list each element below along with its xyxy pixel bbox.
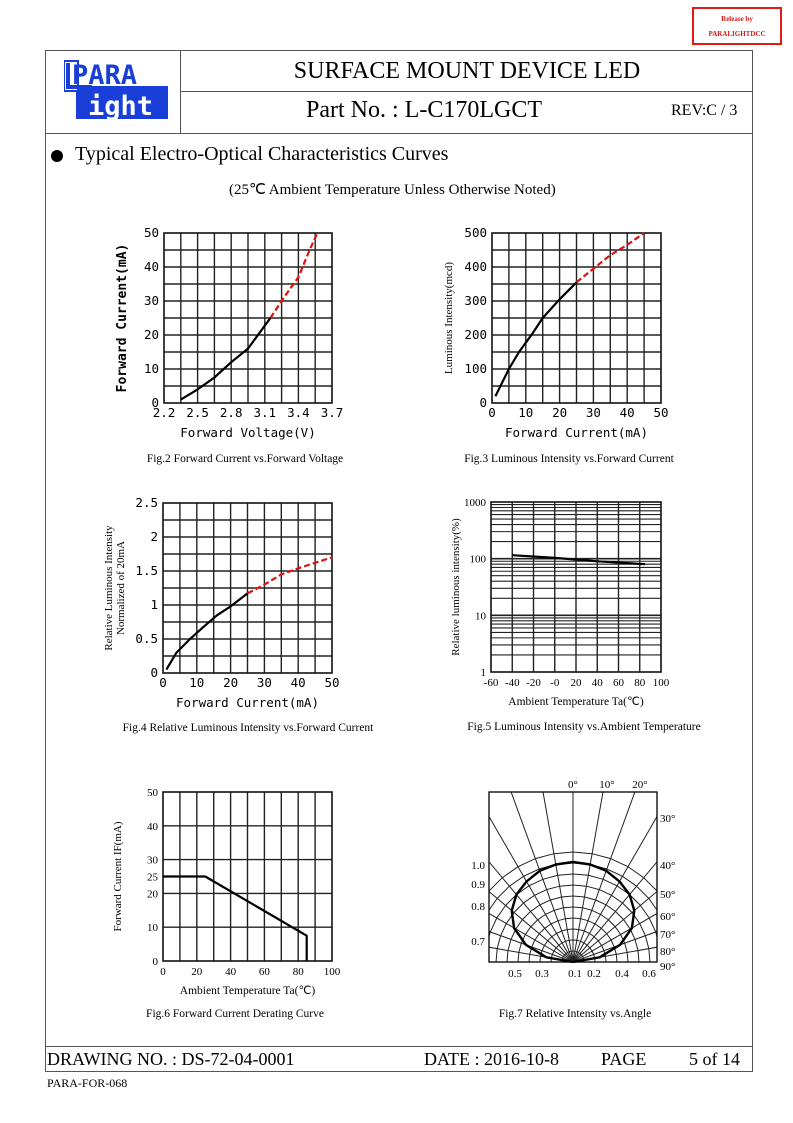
y-axis-label-secondary: Normalized of 20mA bbox=[115, 540, 127, 636]
x-axis-label: Forward Voltage(V) bbox=[180, 425, 316, 440]
x-tick-label: 40 bbox=[619, 405, 635, 420]
series-line-typical bbox=[512, 555, 645, 564]
y-tick-label: 0 bbox=[152, 956, 158, 968]
x-tick-label: -0 bbox=[550, 677, 560, 689]
y-tick-label: 400 bbox=[464, 259, 487, 274]
x-tick-label: 20 bbox=[223, 675, 239, 690]
chart-fig2 bbox=[110, 222, 380, 472]
chart-fig3 bbox=[435, 222, 705, 472]
angle-label: 50° bbox=[660, 889, 676, 901]
x-tick-label: 3.4 bbox=[287, 405, 310, 420]
x-tick-label: 40 bbox=[225, 966, 237, 978]
polar-spoke bbox=[573, 775, 662, 962]
header-divider-mid bbox=[180, 91, 753, 92]
radial-value-label: 0.7 bbox=[471, 936, 485, 948]
y-axis-label: Relative Luminous Intensity bbox=[103, 525, 115, 651]
y-tick-label: 50 bbox=[143, 225, 159, 240]
x-tick-label: -40 bbox=[504, 677, 520, 689]
angle-label: 90° bbox=[660, 961, 676, 973]
x-tick-label: -60 bbox=[483, 677, 499, 689]
paralight-logo bbox=[64, 59, 168, 121]
y-tick-label: 0.5 bbox=[135, 631, 158, 646]
radial-value-label: 0.8 bbox=[471, 901, 485, 913]
y-tick-label: 25 bbox=[147, 871, 158, 884]
polar-spoke bbox=[450, 775, 573, 962]
x-tick-label: 2.2 bbox=[152, 405, 176, 420]
x-tick-label: 50 bbox=[653, 405, 669, 420]
y-tick-label: 1 bbox=[150, 597, 158, 612]
series-line-derating bbox=[163, 877, 307, 962]
series-line-typical bbox=[495, 282, 576, 396]
x-tick-label: 2.8 bbox=[219, 405, 243, 420]
angle-label: 20° bbox=[632, 779, 648, 791]
radial-value-label: 0.1 bbox=[568, 968, 582, 980]
radial-value-label: 1.0 bbox=[471, 860, 485, 872]
y-tick-label: 1000 bbox=[464, 497, 486, 509]
footer-divider bbox=[45, 1046, 753, 1047]
y-tick-label: 300 bbox=[464, 293, 487, 308]
x-tick-label: 20 bbox=[191, 966, 203, 978]
x-tick-label: 10 bbox=[189, 675, 205, 690]
series-line-extrapolated bbox=[270, 233, 317, 318]
polar-spoke bbox=[573, 775, 618, 962]
y-tick-label: 30 bbox=[143, 293, 159, 308]
x-axis-label: Ambient Temperature Ta(℃) bbox=[179, 985, 316, 997]
angle-label: 30° bbox=[660, 813, 676, 825]
polar-spoke bbox=[450, 832, 573, 962]
y-tick-label: 2 bbox=[150, 529, 158, 544]
form-number: PARA-FOR-068 bbox=[47, 1076, 128, 1090]
section-title: Typical Electro-Optical Characteristics Curves bbox=[75, 143, 449, 165]
logo-text-top: PARA bbox=[72, 60, 138, 91]
x-tick-label: 60 bbox=[258, 966, 270, 978]
polar-spoke bbox=[573, 775, 703, 962]
logo-text-bottom: ight bbox=[88, 91, 154, 121]
y-tick-label: 100 bbox=[469, 553, 486, 566]
x-tick-label: 40 bbox=[591, 677, 603, 689]
polar-spoke bbox=[484, 775, 573, 962]
y-tick-label: 30 bbox=[147, 854, 158, 867]
chart-fig4 bbox=[100, 492, 400, 742]
x-axis-label: Ambient Temperature Ta(℃) bbox=[508, 696, 644, 708]
x-tick-label: 80 bbox=[634, 677, 646, 689]
section-note: (25℃ Ambient Temperature Unless Otherwise Noted) bbox=[229, 182, 556, 198]
x-axis-label: Forward Current(mA) bbox=[505, 425, 648, 440]
page-label: PAGE bbox=[601, 1049, 647, 1069]
radial-value-label: 0.4 bbox=[615, 968, 629, 980]
polar-spoke bbox=[450, 795, 573, 962]
revision: REV:C / 3 bbox=[671, 102, 738, 119]
document-date: DATE : 2016-10-8 bbox=[424, 1049, 559, 1069]
part-number: Part No. : L-C170LGCT bbox=[306, 97, 542, 123]
stamp-line2: PARALIGHTDCC bbox=[708, 30, 766, 38]
y-tick-label: 500 bbox=[464, 225, 487, 240]
radial-value-label: 0.9 bbox=[471, 879, 485, 891]
drawing-number: DRAWING NO. : DS-72-04-0001 bbox=[47, 1049, 295, 1069]
x-tick-label: 20 bbox=[570, 677, 582, 689]
angle-label: 40° bbox=[660, 860, 676, 872]
radial-value-label: 0.5 bbox=[508, 968, 522, 980]
polar-spoke bbox=[573, 873, 710, 962]
x-tick-label: -20 bbox=[526, 677, 541, 689]
x-tick-label: 0 bbox=[159, 675, 167, 690]
polar-spoke bbox=[573, 832, 710, 962]
x-tick-label: 0 bbox=[160, 966, 166, 978]
radial-value-label: 0.3 bbox=[535, 968, 549, 980]
angle-label: 70° bbox=[660, 929, 676, 941]
y-tick-label: 20 bbox=[143, 327, 159, 342]
figure-caption: Fig.5 Luminous Intensity vs.Ambient Temperature bbox=[467, 721, 701, 733]
y-tick-label: 200 bbox=[464, 327, 487, 342]
x-tick-label: 30 bbox=[256, 675, 272, 690]
x-tick-label: 0 bbox=[488, 405, 496, 420]
y-tick-label: 20 bbox=[147, 888, 158, 901]
x-tick-label: 10 bbox=[518, 405, 534, 420]
figure-caption: Fig.4 Relative Luminous Intensity vs.Forward Current bbox=[122, 722, 374, 734]
polar-spoke bbox=[528, 775, 573, 962]
figure-caption: Fig.7 Relative Intensity vs.Angle bbox=[498, 1008, 652, 1020]
figure-caption: Fig.6 Forward Current Derating Curve bbox=[146, 1008, 324, 1020]
y-tick-label: 2.5 bbox=[135, 495, 158, 510]
x-tick-label: 80 bbox=[292, 966, 304, 978]
chart-fig6 bbox=[100, 780, 380, 1025]
y-tick-label: 10 bbox=[143, 361, 159, 376]
release-stamp bbox=[692, 7, 782, 45]
y-tick-label: 10 bbox=[147, 922, 158, 935]
polar-spoke bbox=[573, 775, 710, 962]
x-tick-label: 100 bbox=[652, 677, 670, 689]
bullet-icon bbox=[51, 150, 63, 162]
document-title: SURFACE MOUNT DEVICE LED bbox=[293, 58, 641, 84]
y-tick-label: 40 bbox=[147, 820, 158, 833]
series-line-typical bbox=[181, 318, 271, 400]
x-axis-label: Forward Current(mA) bbox=[176, 695, 319, 710]
x-tick-label: 50 bbox=[324, 675, 340, 690]
x-tick-label: 3.7 bbox=[320, 405, 344, 420]
x-tick-label: 30 bbox=[585, 405, 601, 420]
chart-fig5 bbox=[440, 492, 730, 742]
x-tick-label: 20 bbox=[552, 405, 568, 420]
x-tick-label: 60 bbox=[613, 677, 624, 689]
stamp-line1: Release by bbox=[721, 15, 753, 23]
y-tick-label: 0 bbox=[151, 395, 159, 410]
y-tick-label: 0 bbox=[479, 395, 487, 410]
y-tick-label: 40 bbox=[143, 259, 159, 274]
angle-label: 80° bbox=[660, 946, 676, 958]
y-tick-label: 1.5 bbox=[135, 563, 158, 578]
y-tick-label: 10 bbox=[475, 610, 486, 623]
angle-label: 0° bbox=[568, 779, 578, 791]
x-tick-label: 3.1 bbox=[253, 405, 277, 420]
y-axis-label: Forward Current(mA) bbox=[115, 243, 130, 393]
angle-label: 10° bbox=[599, 779, 615, 791]
page-number: 5 of 14 bbox=[689, 1049, 740, 1069]
figure-caption: Fig.3 Luminous Intensity vs.Forward Current bbox=[464, 453, 674, 465]
chart-fig7 bbox=[450, 775, 710, 1025]
x-tick-label: 100 bbox=[323, 966, 341, 978]
radial-value-label: 0.2 bbox=[587, 968, 601, 980]
polar-spoke bbox=[450, 775, 573, 962]
y-axis-label: Relative luminous intensity(%) bbox=[450, 518, 462, 656]
y-tick-label: 100 bbox=[464, 361, 487, 376]
y-axis-label: Luminous Intensity(mcd) bbox=[443, 261, 455, 375]
y-tick-label: 50 bbox=[147, 787, 158, 799]
figure-caption: Fig.2 Forward Current vs.Forward Voltage bbox=[146, 453, 344, 465]
y-axis-label: Forward Current IF(mA) bbox=[112, 821, 124, 932]
radial-value-label: 0.6 bbox=[642, 968, 656, 980]
x-tick-label: 40 bbox=[290, 675, 306, 690]
y-tick-label: 0 bbox=[150, 665, 158, 680]
header-divider-bottom bbox=[45, 133, 753, 134]
x-tick-label: 2.5 bbox=[186, 405, 209, 420]
y-tick-label: 1 bbox=[480, 667, 486, 679]
angle-label: 60° bbox=[660, 911, 676, 923]
